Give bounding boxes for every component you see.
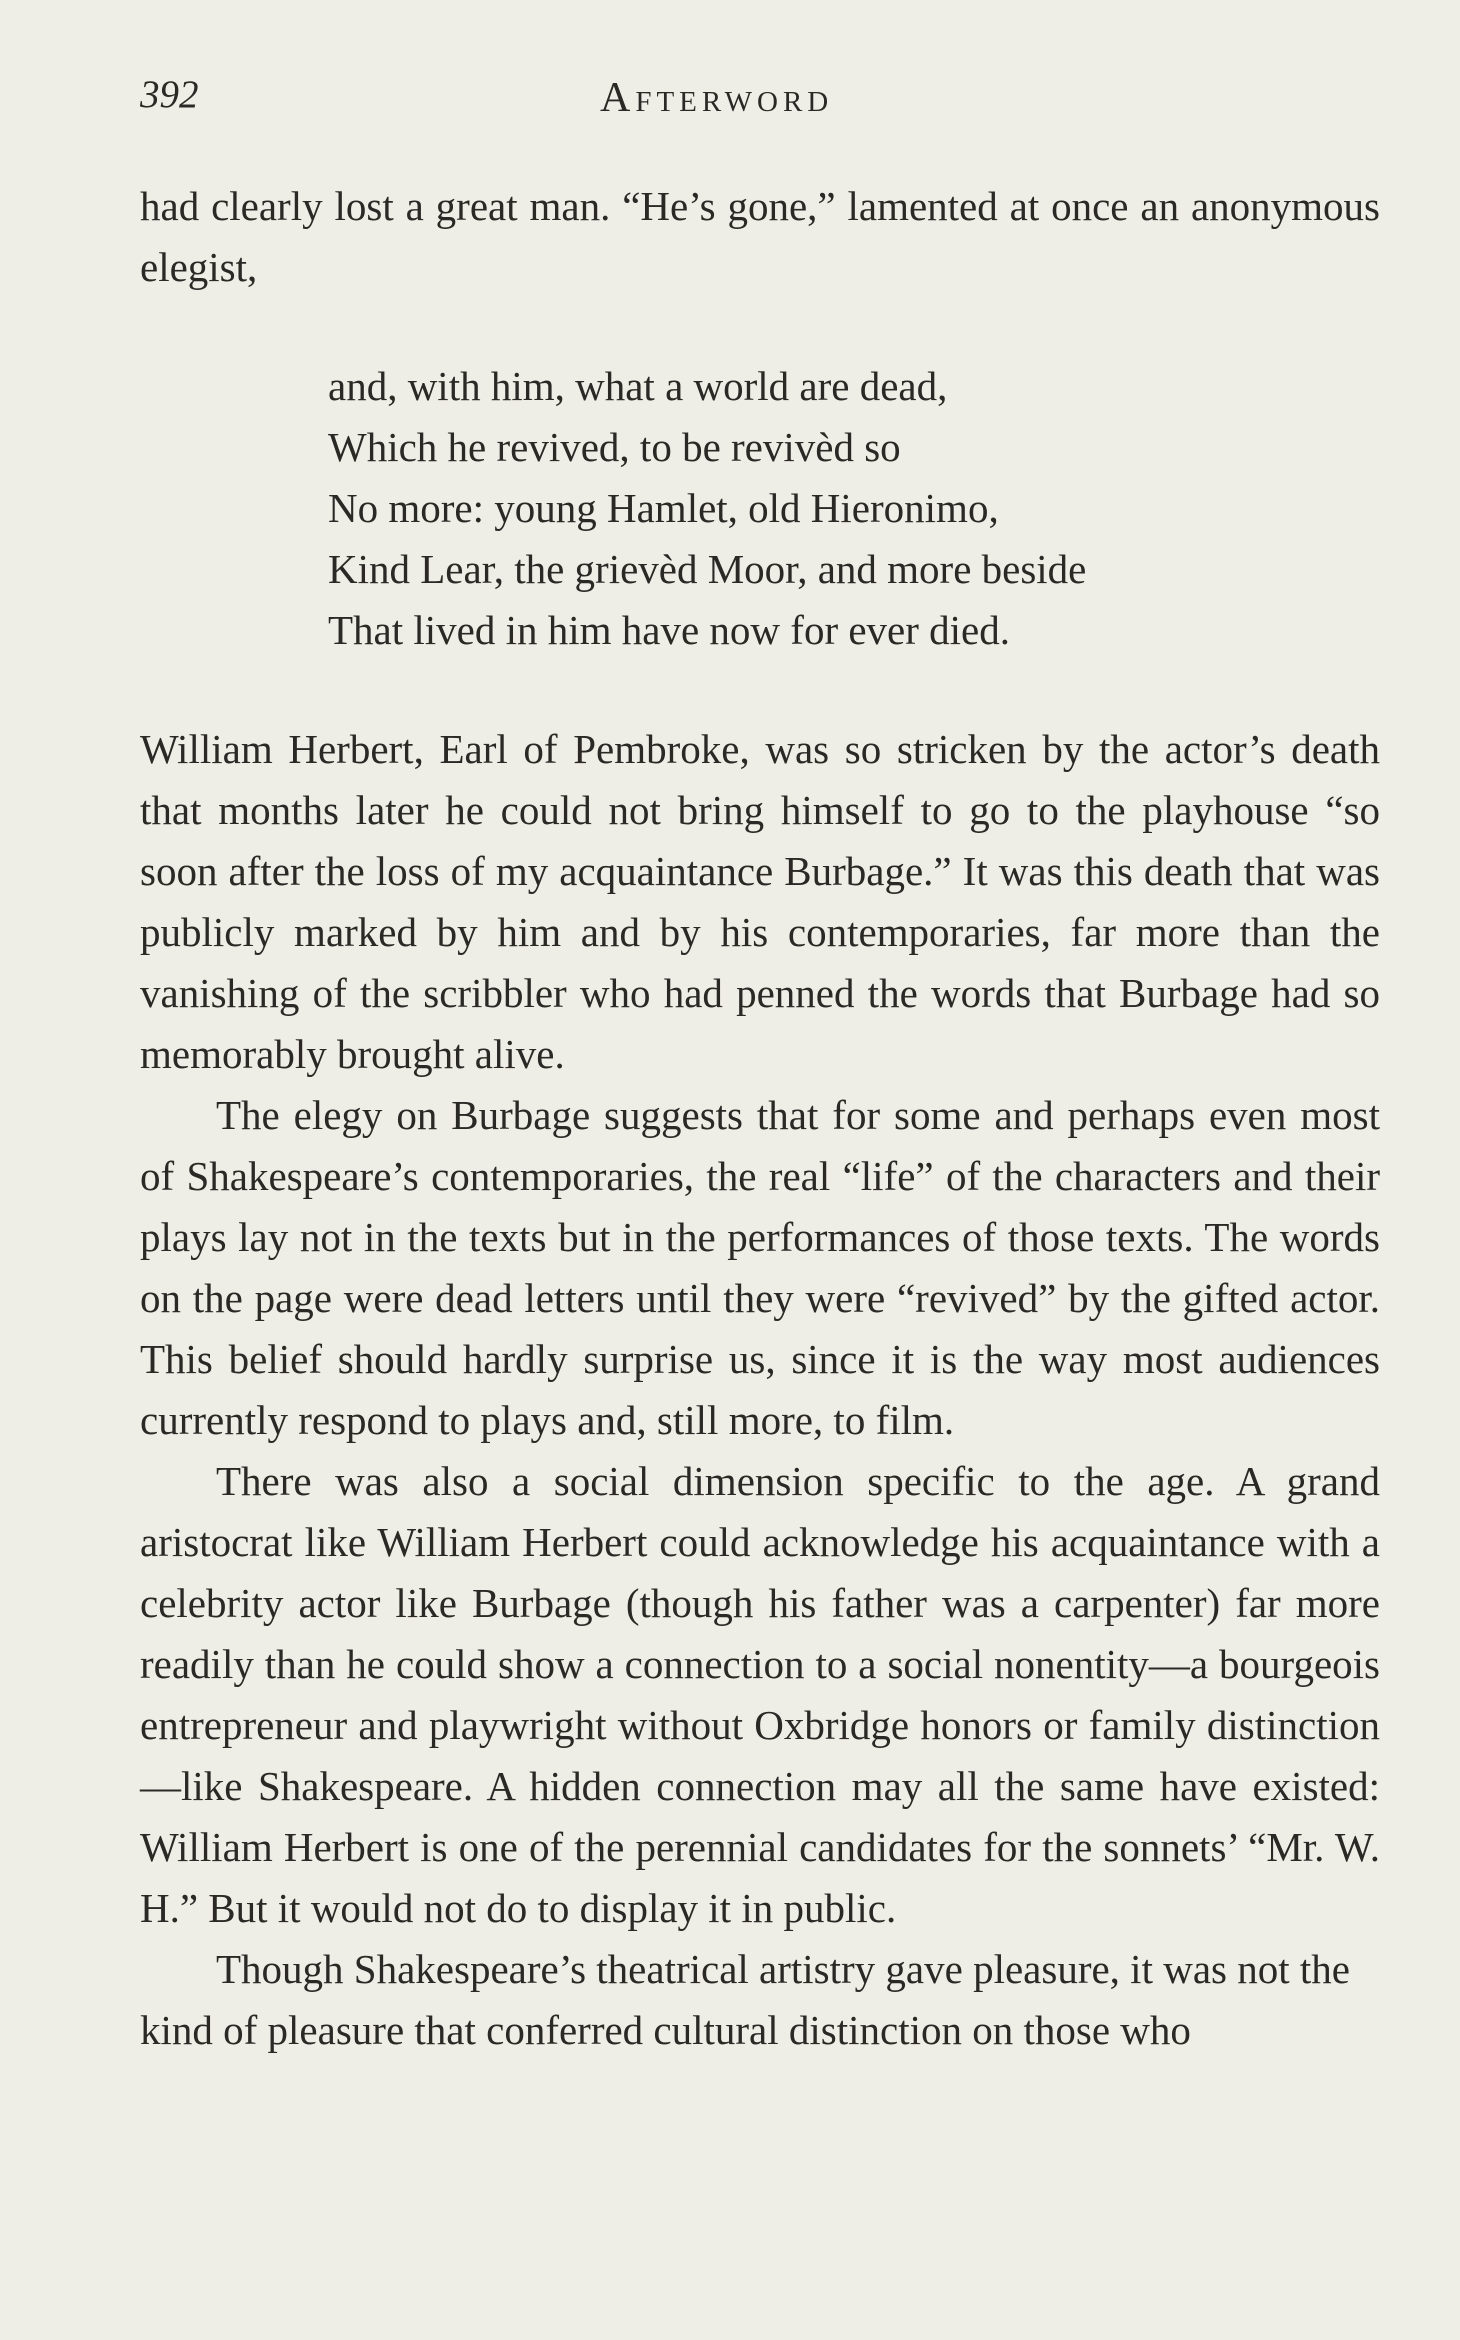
paragraph: The elegy on Burbage suggests that for some and perhaps even most of Shakespeare’s contemporaries, the real “life” of the characters and their plays lay not in the texts but in the performances of those texts. The words on the page were dead letters until they were “revived” by the gifted actor. This belief should hardly surprise us, since it is the way most audiences currently respond to plays and, still more, to film. xyxy=(140,1092,1380,1443)
verse-line: No more: young Hamlet, old Hieronimo, xyxy=(328,485,999,531)
running-head xyxy=(140,70,1380,130)
section-title: Afterword xyxy=(600,75,834,121)
verse-line: Kind Lear, the grievèd Moor, and more beside xyxy=(328,546,1087,592)
page-body xyxy=(140,176,1380,2061)
paragraph: Though Shakespeare’s theatrical artistry gave pleasure, it was not the kind of pleasure that conferred cultural distinction on those who xyxy=(140,1946,1350,2053)
verse-line: That lived in him have now for ever died. xyxy=(328,607,1010,653)
paragraph: There was also a social dimension specific to the age. A grand aristocrat like William Herbert could acknowledge his acquaintance with a celebrity actor like Burbage (though his father was a carpenter) far more readily than he could show a connection to a social nonentity—a bourgeois entrepreneur and playwright without Oxbridge honors or family distinction—like Shakespeare. A hidden connection may all the same have existed: William Herbert is one of the perennial candidates for the sonnets’ “Mr. W. H.” But it would not do to display it in public. xyxy=(140,1458,1380,1931)
verse-line: Which he revived, to be revivèd so xyxy=(328,424,901,470)
verse-line: and, with him, what a world are dead, xyxy=(328,363,948,409)
opening-paragraph: had clearly lost a great man. “He’s gone,” lamented at once an anonymous elegist, xyxy=(140,183,1380,290)
book-page xyxy=(140,70,1380,130)
page-number: 392 xyxy=(140,73,199,116)
elegy-verse xyxy=(328,356,1380,661)
paragraph: William Herbert, Earl of Pembroke, was so stricken by the actor’s death that months later he could not bring himself to go to the playhouse “so soon after the loss of my acquaintance Burbage.” It was this death that was publicly marked by him and by his contemporaries, far more than the vanishing of the scribbler who had penned the words that Burbage had so memorably brought alive. xyxy=(140,726,1380,1077)
